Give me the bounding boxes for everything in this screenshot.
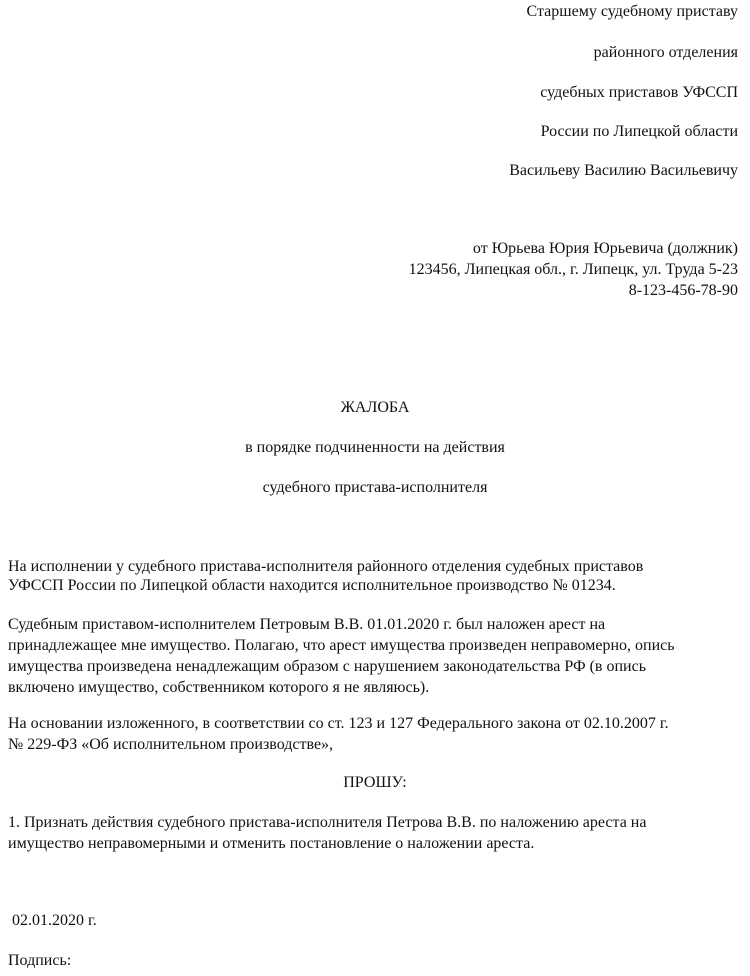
paragraph-line: принадлежащее мне имущество. Полагаю, что арест имущества произведен неправомерно, опись <box>8 637 675 654</box>
paragraph-line: На основании изложенного, в соответствии со ст. 123 и 127 Федерального закона от 02.10.2007 г. <box>8 715 669 732</box>
addressee-line: районного отделения <box>593 44 738 61</box>
paragraph-line: имущества произведена ненадлежащим образом с нарушением законодательства РФ (в опись <box>8 658 646 675</box>
paragraph-line: 1. Признать действия судебного пристава-исполнителя Петрова В.В. по наложению ареста на <box>8 814 647 831</box>
paragraph-line: Судебным приставом-исполнителем Петровым В.В. 01.01.2020 г. был наложен арест на <box>8 616 606 633</box>
signature-label: Подпись: <box>8 952 72 969</box>
addressee-line: Васильеву Василию Васильевичу <box>509 162 738 179</box>
addressee-line: Старшему судебному приставу <box>526 3 738 20</box>
addressee-line: судебных приставов УФССП <box>540 84 738 101</box>
title-subtitle: в порядке подчиненности на действия <box>245 439 505 456</box>
sender-address: 123456, Липецкая обл., г. Липецк, ул. Труда 5-23 <box>408 261 738 278</box>
title-subtitle: судебного пристава-исполнителя <box>262 479 488 496</box>
paragraph-line: На исполнении у судебного пристава-исполнителя районного отделения судебных приставов <box>8 558 644 575</box>
sender-name: от Юрьева Юрия Юрьевича (должник) <box>472 240 738 257</box>
title-heading: ЖАЛОБА <box>340 399 410 416</box>
addressee-line: России по Липецкой области <box>540 123 738 140</box>
request-heading: ПРОШУ: <box>343 774 407 791</box>
sender-phone: 8-123-456-78-90 <box>628 282 738 299</box>
paragraph-line: включено имущество, собственником которого я не являюсь). <box>8 679 430 696</box>
paragraph-line: УФССП России по Липецкой области находится исполнительное производство № 01234. <box>8 577 616 594</box>
paragraph-line: имущество неправомерными и отменить постановление о наложении ареста. <box>8 835 535 852</box>
paragraph-line: № 229-ФЗ «Об исполнительном производстве», <box>8 736 334 753</box>
document-date: 02.01.2020 г. <box>8 912 97 929</box>
